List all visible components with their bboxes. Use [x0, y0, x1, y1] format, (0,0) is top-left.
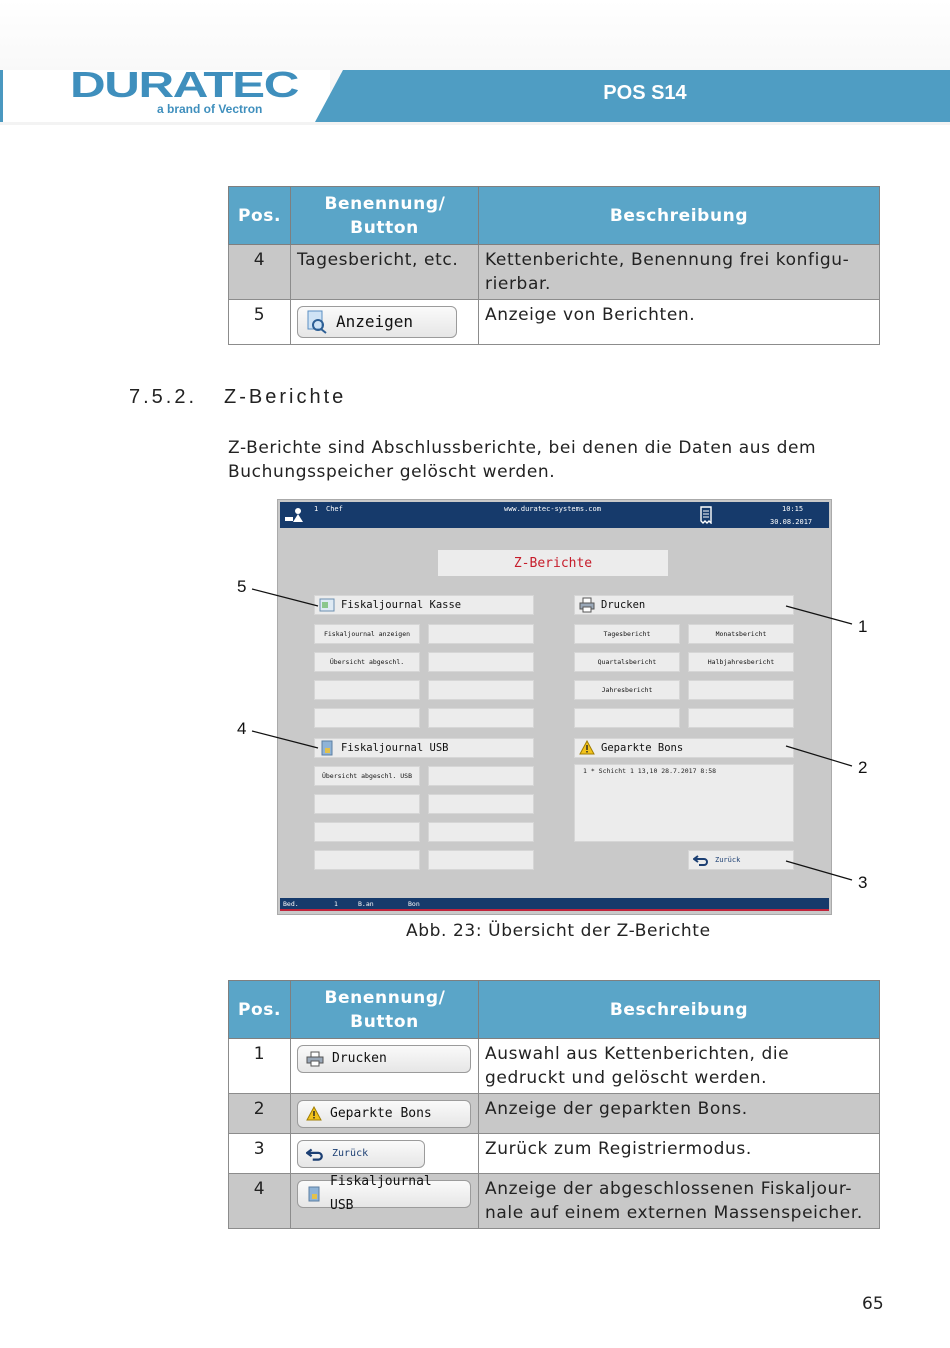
empty-button[interactable] — [428, 822, 534, 842]
row-pos: 2 — [229, 1094, 291, 1134]
row-button — [291, 1174, 479, 1229]
table-row — [229, 300, 880, 345]
callout-5: 5 — [237, 577, 247, 596]
empty-button[interactable] — [428, 794, 534, 814]
button-table-top — [228, 186, 880, 345]
col-button-label: Benennung/ Button — [324, 193, 446, 238]
geparkte-bons-label: Geparkte Bons — [601, 742, 684, 754]
fiskaljournal-anzeigen-button[interactable]: Fiskaljournal anzeigen — [314, 624, 420, 644]
row-pos: 4 — [229, 1174, 291, 1229]
callout-3: 3 — [858, 873, 868, 892]
empty-button[interactable] — [428, 708, 534, 728]
row-desc: Anzeige von Berichten. — [479, 300, 880, 345]
fiskaljournal-kasse-button[interactable] — [314, 595, 534, 615]
section-title: Z-Berichte — [224, 386, 347, 408]
zurueck-label: Zurück — [715, 856, 741, 864]
row-desc: Zurück zum Registriermodus. — [479, 1134, 880, 1174]
empty-button[interactable] — [428, 766, 534, 786]
status-bon: Bon — [408, 900, 420, 908]
col-button — [291, 187, 479, 245]
section-number: 7.5.2. — [129, 386, 198, 408]
user-name: Chef — [326, 505, 343, 513]
product-title: POS S14 — [603, 82, 687, 104]
callout-2: 2 — [858, 758, 868, 777]
row-desc: Anzeige der geparkten Bons. — [479, 1094, 880, 1134]
col-button-label: Benennung/ Button — [324, 987, 446, 1032]
anzeigen-button[interactable] — [297, 306, 457, 338]
journal-icon — [319, 597, 335, 613]
user-icon — [284, 507, 306, 523]
status-ban: B.an — [358, 900, 374, 908]
table-row — [229, 1174, 880, 1229]
table-row — [229, 1134, 880, 1174]
uebersicht-abgeschl-button[interactable]: Übersicht abgeschl. — [314, 652, 420, 672]
fiskaljournal-usb-label: Fiskaljournal USB — [330, 1174, 432, 1213]
row-button — [291, 1039, 479, 1094]
drucken-label: Drucken — [332, 1051, 387, 1066]
callout-4: 4 — [237, 719, 247, 738]
duratec-logo — [70, 70, 300, 100]
geparkte-bons-list[interactable] — [574, 764, 794, 842]
clock-time: 10:15 — [782, 505, 804, 513]
fiskaljournal-usb-label: Fiskaljournal USB — [341, 742, 449, 754]
col-desc: Beschreibung — [479, 981, 880, 1039]
empty-button[interactable] — [428, 624, 534, 644]
callout-1: 1 — [858, 617, 868, 636]
back-arrow-icon — [693, 854, 709, 866]
halbjahresbericht-button[interactable]: Halbjahresbericht — [688, 652, 794, 672]
fiskaljournal-usb-button[interactable] — [314, 738, 534, 758]
table-row — [229, 1094, 880, 1134]
empty-button[interactable] — [314, 850, 420, 870]
empty-button[interactable] — [314, 680, 420, 700]
page-number: 65 — [862, 1294, 884, 1314]
drucken-header-label: Drucken — [601, 599, 646, 611]
magnifier-icon — [306, 310, 328, 334]
printer-icon — [306, 1051, 324, 1067]
row-button — [291, 1134, 479, 1174]
jahresbericht-button[interactable]: Jahresbericht — [574, 680, 680, 700]
row-desc: Kettenberichte, Benennung frei konfigu-rierbar. — [479, 245, 880, 300]
row-button — [291, 300, 479, 345]
list-item[interactable]: 1 * Schicht 1 13,10 28.7.2017 8:58 — [583, 767, 717, 775]
table-row — [229, 245, 880, 300]
row-button-name: Tagesbericht, etc. — [291, 245, 479, 300]
col-desc: Beschreibung — [479, 187, 880, 245]
geparkte-bons-button[interactable] — [574, 738, 794, 758]
col-pos: Pos. — [229, 187, 291, 245]
empty-button[interactable] — [314, 794, 420, 814]
row-pos: 5 — [229, 300, 291, 345]
zurueck-button[interactable] — [688, 850, 794, 870]
empty-button[interactable] — [428, 652, 534, 672]
website: www.duratec-systems.com — [504, 505, 601, 513]
empty-button[interactable] — [688, 708, 794, 728]
row-desc: Anzeige der abgeschlossenen Fiskaljour-nale auf einem externen Massenspeicher. — [479, 1174, 880, 1229]
tagesbericht-button[interactable]: Tagesbericht — [574, 624, 680, 644]
figure-caption: Abb. 23: Übersicht der Z-Berichte — [406, 921, 711, 941]
usb-drive-icon — [319, 740, 335, 756]
uebersicht-abgeschl-usb-button[interactable]: Übersicht abgeschl. USB — [314, 766, 420, 786]
z-title: Z-Berichte — [438, 550, 668, 576]
fiskaljournal-usb-button[interactable] — [297, 1174, 471, 1213]
anzeigen-label: Anzeigen — [336, 312, 414, 331]
usb-drive-icon — [306, 1186, 322, 1202]
back-arrow-icon — [306, 1147, 324, 1161]
row-pos: 4 — [229, 245, 291, 300]
col-pos: Pos. — [229, 981, 291, 1039]
warning-icon — [579, 740, 595, 756]
zurueck-button[interactable] — [297, 1140, 425, 1168]
monatsbericht-button[interactable]: Monatsbericht — [688, 624, 794, 644]
geparkte-bons-label: Geparkte Bons — [330, 1106, 432, 1121]
row-pos: 3 — [229, 1134, 291, 1174]
drucken-header-button[interactable] — [574, 595, 794, 615]
warning-icon — [306, 1106, 322, 1122]
logo-subtitle: a brand of Vectron — [157, 102, 263, 116]
drucken-button[interactable] — [297, 1045, 471, 1073]
empty-button[interactable] — [688, 680, 794, 700]
logo-wordmark: DURATEC — [70, 70, 300, 100]
button-table-bottom — [228, 980, 880, 1229]
empty-button[interactable] — [428, 850, 534, 870]
row-button — [291, 1094, 479, 1134]
section-paragraph: Z-Berichte sind Abschlussberichte, bei denen die Daten aus dem Buchungsspeicher gelöscht werden. — [228, 438, 817, 482]
pos-top-bar — [280, 502, 829, 528]
pos-screenshot — [277, 499, 832, 915]
fiskaljournal-kasse-label: Fiskaljournal Kasse — [341, 599, 462, 611]
geparkte-bons-button[interactable] — [297, 1100, 471, 1128]
empty-button[interactable] — [314, 822, 420, 842]
col-button — [291, 981, 479, 1039]
quartalsbericht-button[interactable]: Quartalsbericht — [574, 652, 680, 672]
user-number: 1 — [314, 505, 319, 513]
status-bed: Bed. — [283, 900, 299, 908]
receipt-icon[interactable] — [698, 506, 714, 524]
row-desc: Auswahl aus Kettenberichten, die gedruckt und gelöscht werden. — [479, 1039, 880, 1094]
pos-bottom-bar — [280, 898, 829, 911]
printer-icon — [579, 597, 595, 613]
empty-button[interactable] — [314, 708, 420, 728]
empty-button[interactable] — [428, 680, 534, 700]
empty-button[interactable] — [574, 708, 680, 728]
table-row — [229, 1039, 880, 1094]
clock-date: 30.08.2017 — [770, 518, 813, 526]
status-number: 1 — [334, 900, 338, 908]
row-pos: 1 — [229, 1039, 291, 1094]
zurueck-label: Zurück — [332, 1148, 369, 1159]
